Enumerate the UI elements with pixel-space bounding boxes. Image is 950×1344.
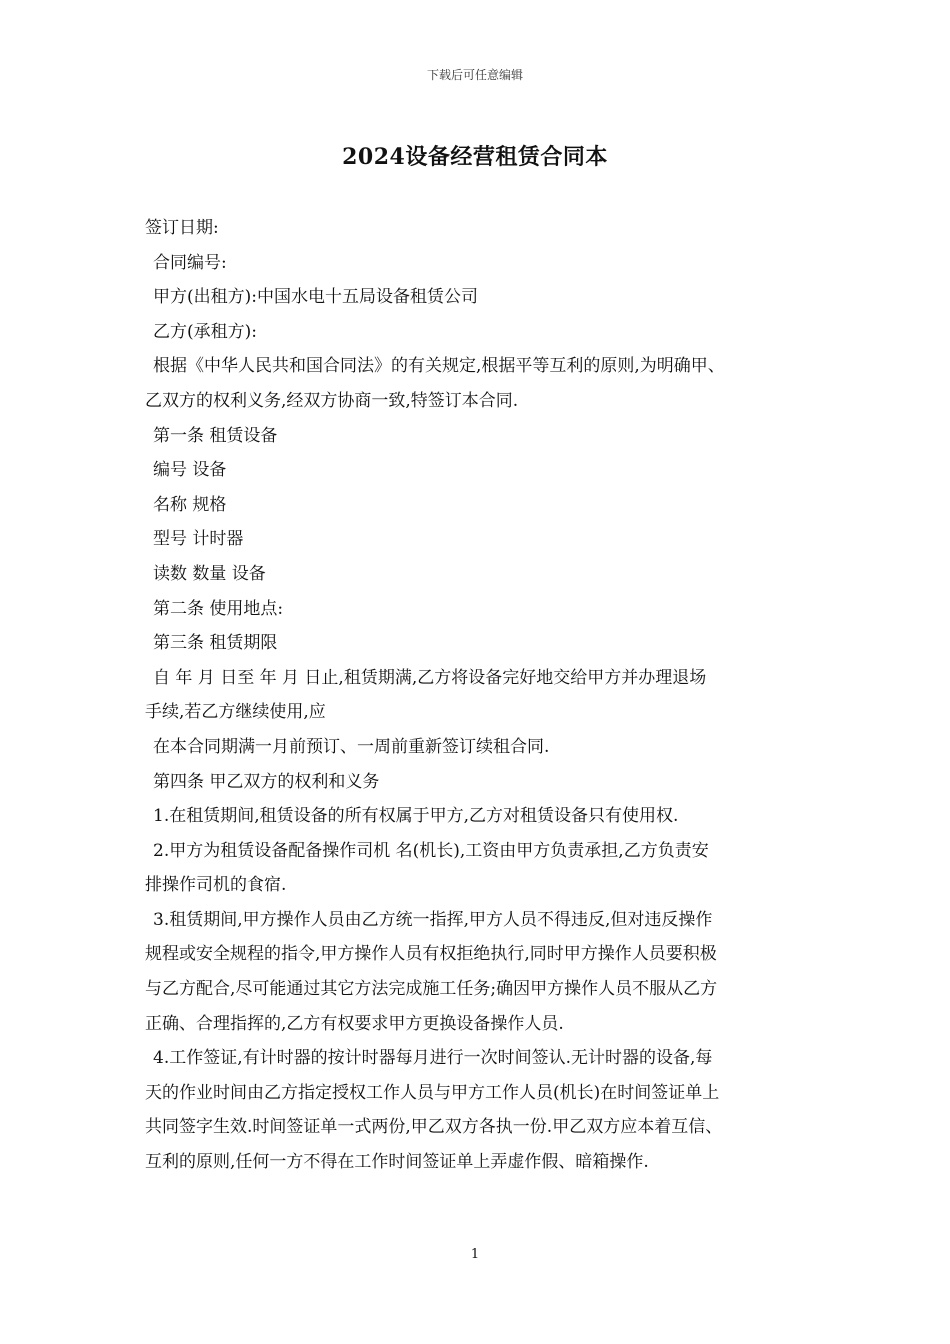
lease-term-line: 在本合同期满一月前预订、一周前重新签订续租合同. — [153, 736, 550, 757]
equipment-field-line: 名称 规格 — [153, 494, 227, 515]
contract-number-line: 合同编号: — [153, 252, 227, 273]
document-title: 2024设备经营租赁合同本 — [342, 144, 608, 170]
lease-term-line: 手续,若乙方继续使用,应 — [145, 702, 326, 723]
article-heading: 第二条 使用地点: — [153, 598, 284, 619]
article-heading: 第一条 租赁设备 — [153, 425, 278, 446]
clause-line: 4.工作签证,有计时器的按计时器每月进行一次时间签认.无计时器的设备,每 — [153, 1048, 713, 1069]
equipment-field-line: 读数 数量 设备 — [153, 563, 266, 584]
party-a-line: 甲方(出租方):中国水电十五局设备租赁公司 — [153, 287, 478, 308]
clause-line: 2.甲方为租赁设备配备操作司机 名(机长),工资由甲方负责承担,乙方负责安 — [153, 840, 709, 861]
page-number: 1 — [470, 1247, 480, 1262]
equipment-field-line: 型号 计时器 — [153, 529, 244, 550]
preamble-line: 根据《中华人民共和国合同法》的有关规定,根据平等互利的原则,为明确甲、 — [153, 356, 725, 377]
equipment-field-line: 编号 设备 — [153, 460, 227, 481]
sign-date-line: 签订日期: — [145, 218, 219, 238]
clause-line: 规程或安全规程的指令,甲方操作人员有权拒绝执行,同时甲方操作人员要积极 — [145, 944, 717, 965]
clause-line: 1.在租赁期间,租赁设备的所有权属于甲方,乙方对租赁设备只有使用权. — [153, 806, 679, 827]
preamble-line: 乙双方的权利义务,经双方协商一致,特签订本合同. — [145, 390, 519, 411]
clause-line: 与乙方配合,尽可能通过其它方法完成施工任务;确因甲方操作人员不服从乙方 — [145, 979, 718, 1000]
article-heading: 第三条 租赁期限 — [153, 633, 278, 654]
clause-line: 3.租赁期间,甲方操作人员由乙方统一指挥,甲方人员不得违反,但对违反操作 — [153, 909, 713, 930]
clause-line: 互利的原则,任何一方不得在工作时间签证单上弄虚作假、暗箱操作. — [145, 1152, 649, 1173]
clause-line: 共同签字生效.时间签证单一式两份,甲乙双方各执一份.甲乙双方应本着互信、 — [145, 1117, 723, 1138]
header-note: 下载后可任意编辑 — [426, 68, 523, 82]
lease-term-line: 自 年 月 日至 年 月 日止,租赁期满,乙方将设备完好地交给甲方并办理退场 — [153, 667, 707, 688]
clause-line: 正确、合理指挥的,乙方有权要求甲方更换设备操作人员. — [145, 1013, 564, 1034]
party-b-line: 乙方(承租方): — [153, 321, 257, 342]
clause-line: 排操作司机的食宿. — [145, 875, 287, 896]
article-heading: 第四条 甲乙双方的权利和义务 — [153, 771, 380, 792]
contract-body — [145, 214, 810, 1183]
clause-line: 天的作业时间由乙方指定授权工作人员与甲方工作人员(机长)在时间签证单上 — [145, 1082, 720, 1103]
